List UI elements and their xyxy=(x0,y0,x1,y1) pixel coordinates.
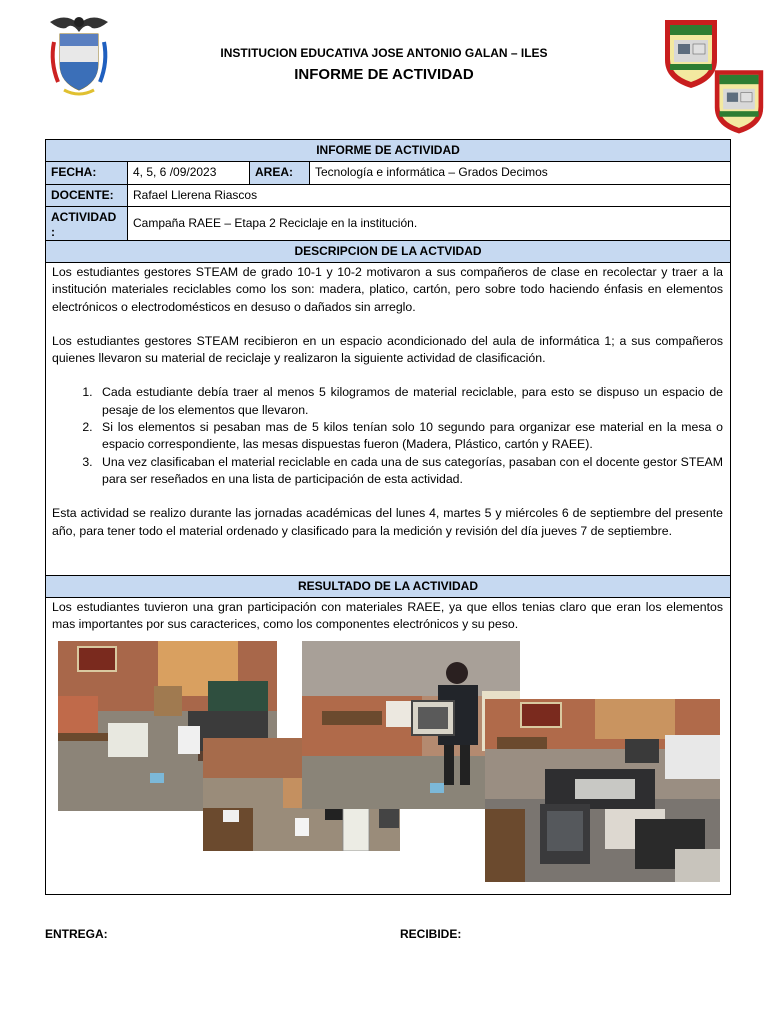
report-title-band: INFORME DE ACTIVIDAD xyxy=(46,140,730,162)
actividad-row xyxy=(46,207,730,241)
descripcion-content xyxy=(46,263,730,576)
institution-name: INSTITUCION EDUCATIVA JOSE ANTONIO GALAN – ILES xyxy=(220,46,548,60)
descripcion-text xyxy=(52,264,723,557)
descripcion-paragraph-3: Esta actividad se realizo durante las jornadas académicas del lunes 4, martes 5 y miércoles 6 de septiembre del presente año, para tener todo el material ordenado y clasificado para la medición y revisión del día jueves 7 de septiembre. xyxy=(52,506,723,538)
fecha-area-row xyxy=(46,162,730,185)
recibide-signature-label: RECIBIDE: xyxy=(400,927,462,941)
step-item: 3. Una vez clasificaban el material reciclable en cada una de sus categorías, pasaban con el docente gestor STEAM para ser reseñados en una lista de participación de esta actividad. xyxy=(96,454,723,489)
activity-report-table xyxy=(45,139,731,895)
resultado-text: Los estudiantes tuvieron una gran participación con materiales RAEE, ya que ellos tenias claro que eran los elementos mas importantes por sus caracterices, como los componentes electrónicos y su peso. xyxy=(52,600,723,632)
classification-steps-list xyxy=(52,384,723,488)
resultado-band: RESULTADO DE LA ACTIVIDAD xyxy=(46,576,730,598)
area-value: Tecnología e informática – Grados Decimos xyxy=(315,165,548,179)
entrega-signature-label: ENTREGA: xyxy=(45,927,108,941)
step-item: 1. Cada estudiante debía traer al menos 5 kilogramos de material reciclable, para esto se dispuso un espacio de pesaje de los elementos que llevaron. xyxy=(96,384,723,419)
document-title: INFORME DE ACTIVIDAD xyxy=(294,66,474,83)
fecha-value: 4, 5, 6 /09/2023 xyxy=(128,162,250,184)
fecha-label: FECHA: xyxy=(46,162,128,184)
docente-row xyxy=(46,185,730,207)
actividad-value: Campaña RAEE – Etapa 2 Reciclaje en la institución. xyxy=(133,216,418,230)
step-item: 2. Si los elementos si pesaban mas de 5 kilos tenían solo 10 segundo para organizar ese material en la mesa o espacio correspondiente, las mesas dispuestas fueron (Madera, Plástico, cartón y RAEE). xyxy=(96,419,723,454)
descripcion-paragraph-1: Los estudiantes gestores STEAM de grado 10-1 y 10-2 motivaron a sus compañeros de clase en recolectar y traer a la institución materiales reciclables como los son: madera, platico, cartón, pero sobre todo haciendo énfasis en elementos electrónicos o electrodomésticos en desuso o dañados sin arreglo. xyxy=(52,265,723,314)
docente-value: Rafael Llerena Riascos xyxy=(133,188,258,202)
area-label: AREA: xyxy=(250,162,310,184)
photo-raee-electronics xyxy=(485,699,720,882)
actividad-label: ACTIVIDAD : xyxy=(46,207,128,240)
descripcion-band: DESCRIPCION DE LA ACTVIDAD xyxy=(46,241,730,263)
descripcion-paragraph-2: Los estudiantes gestores STEAM recibieron en un espacio acondicionado del aula de informática 1; a sus compañeros quienes llevaron su material de reciclaje y realizaron la siguiente actividad de clasificación. xyxy=(52,333,723,366)
docente-label: DOCENTE: xyxy=(46,185,128,206)
resultado-content xyxy=(46,598,730,894)
